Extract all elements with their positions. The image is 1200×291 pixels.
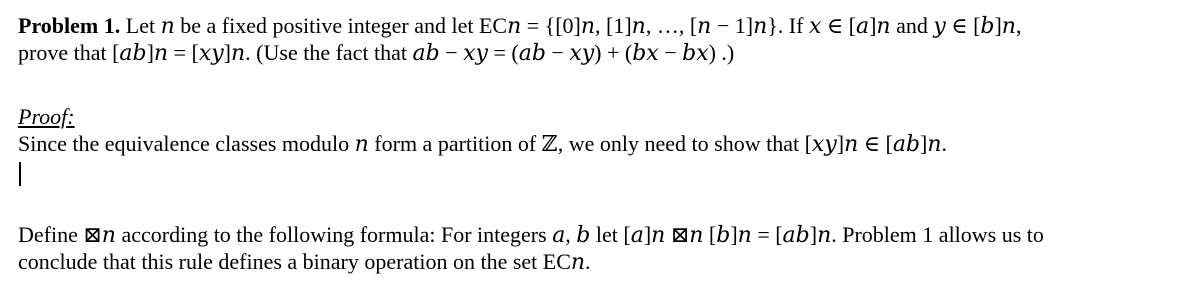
proof-label — [18, 104, 75, 130]
definition-line-2: conclude that this rule defines a binary operation on the set EC𝑛. — [18, 249, 591, 274]
text-cursor — [19, 162, 21, 186]
problem-statement-line-1 — [18, 13, 1021, 39]
problem-statement-text: Let 𝑛 be a fixed positive integer and let EC𝑛 = {[0]𝑛, [1]𝑛, …, [𝑛 − 1]𝑛}. If 𝑥 ∈ [𝑎]𝑛 and 𝑦 ∈ [𝑏]𝑛, — [120, 13, 1022, 38]
definition-line-1: Define ⊠𝑛 according to the following formula: For integers 𝑎, 𝑏 let [𝑎]𝑛 ⊠𝑛 [𝑏]𝑛 = [𝑎𝑏]𝑛. Problem 1 allows us to — [18, 222, 1044, 247]
problem-label: Problem 1. — [18, 13, 121, 38]
problem-statement-line-2: prove that [𝑎𝑏]𝑛 = [𝑥𝑦]𝑛. (Use the fact that 𝑎𝑏 − 𝑥𝑦 = (𝑎𝑏 − 𝑥𝑦) + (𝑏𝑥 − 𝑏𝑥) .) — [18, 40, 735, 65]
proof-heading: Proof: — [18, 104, 75, 129]
proof-text-line-1[interactable]: Since the equivalence classes modulo 𝑛 form a partition of ℤ, we only need to show that [𝑥𝑦]𝑛 ∈ [𝑎𝑏]𝑛. — [18, 131, 948, 156]
